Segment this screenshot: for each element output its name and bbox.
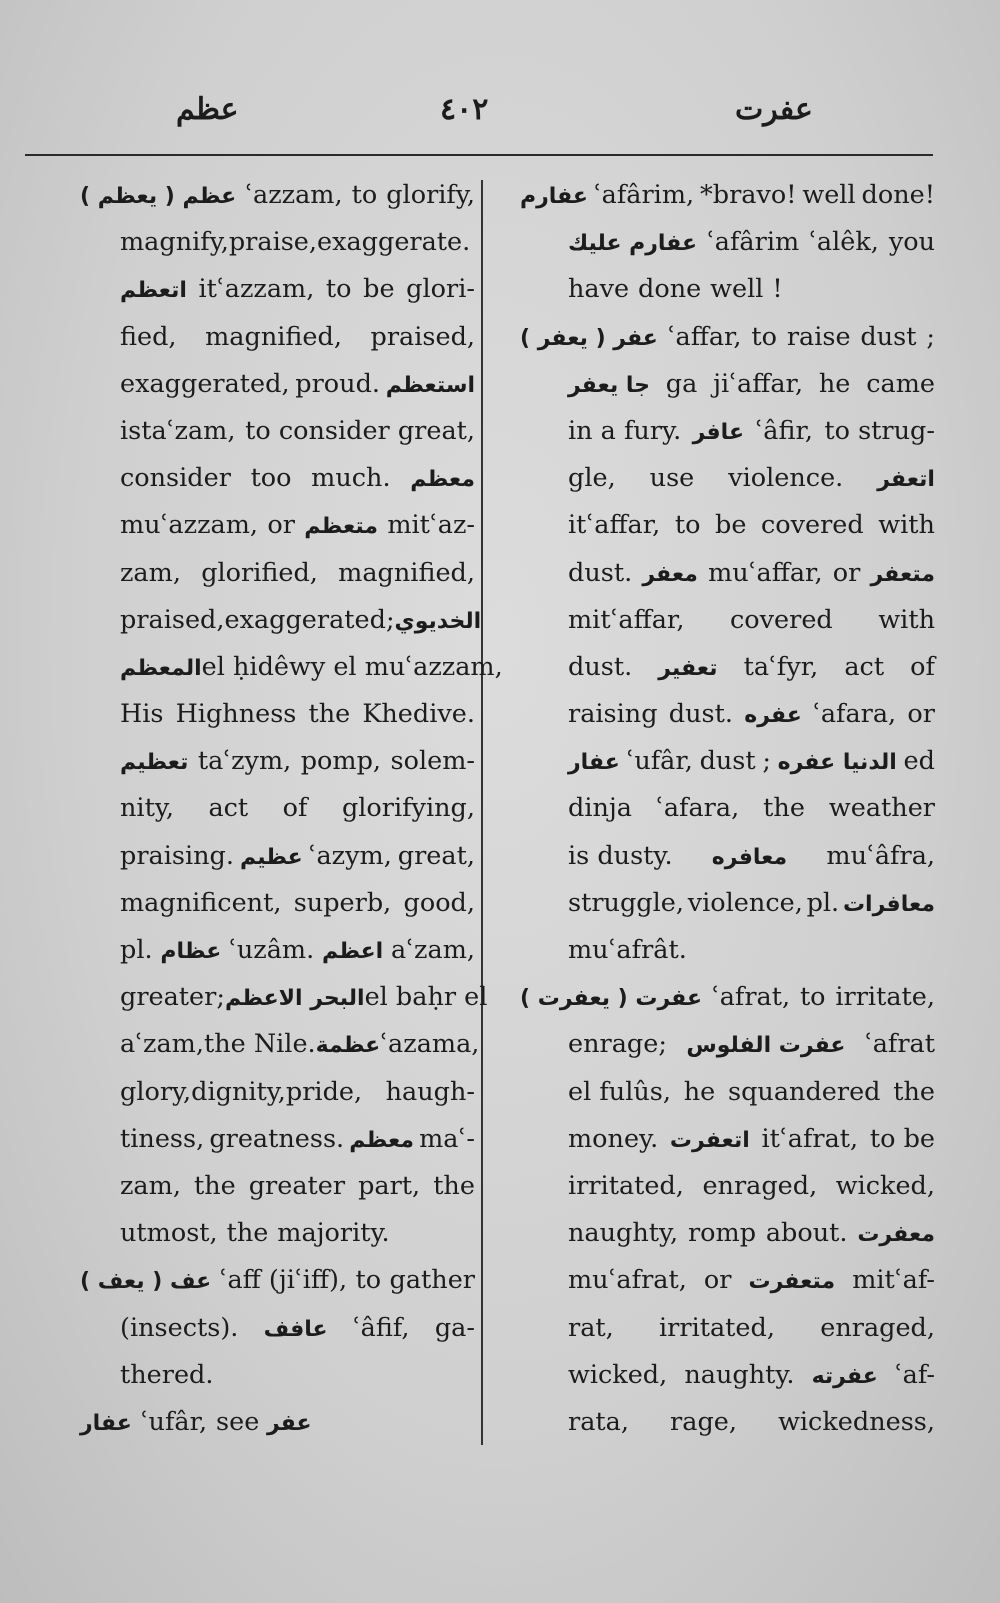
word: to: [325, 274, 352, 305]
word: part,: [358, 1170, 421, 1201]
word: استعظم: [385, 372, 475, 398]
word: ʿafârim: [706, 227, 800, 258]
word: ʿâfir,: [755, 415, 813, 446]
word: well: [710, 274, 764, 305]
word: magnified,: [205, 321, 342, 352]
word: money.: [568, 1123, 659, 1154]
text-line: [80, 550, 475, 597]
word: he: [818, 368, 851, 399]
word: well: [802, 180, 856, 210]
text-line: [80, 1352, 475, 1399]
word: muʿafrat,: [568, 1265, 687, 1296]
word: gather: [389, 1265, 475, 1296]
text-line: [520, 691, 935, 738]
word: mitʿaffar,: [568, 604, 685, 635]
word: عظيم: [239, 844, 303, 870]
word: Khedive.: [362, 699, 475, 730]
text-line: [80, 1305, 475, 1352]
word: to strug-: [824, 415, 935, 446]
word: raising: [568, 699, 658, 730]
text-line: [520, 550, 935, 597]
word: or: [267, 510, 295, 541]
word: greatness.: [209, 1123, 345, 1154]
word: act: [208, 793, 249, 824]
text-line: [520, 502, 935, 549]
word: nity,: [120, 793, 174, 824]
word: solem-: [390, 746, 475, 777]
word: covered: [760, 510, 864, 541]
word: ʿazzam,: [245, 180, 343, 210]
word: the: [308, 699, 351, 730]
text-line: [80, 219, 475, 266]
text-line: [520, 880, 935, 927]
word: تعفير: [658, 655, 718, 681]
text-line: [80, 644, 503, 691]
column-divider: [481, 180, 483, 1445]
word: utmost,: [120, 1218, 218, 1249]
word: to: [674, 510, 701, 541]
word: struggle,: [568, 887, 684, 918]
word: praised,exaggerated;: [120, 604, 395, 635]
word: taʿfyr,: [743, 651, 819, 682]
word: عف ( يعف ): [80, 1269, 212, 1295]
text-line: [80, 1257, 475, 1304]
text-line: [520, 314, 935, 361]
word: to: [799, 982, 826, 1013]
word: عفر ( يعفر ): [520, 325, 658, 351]
word: naughty.: [684, 1359, 795, 1390]
word: be: [715, 510, 747, 541]
word: عفرت ( يعفرت ): [520, 986, 703, 1012]
word: el fulûs,: [568, 1076, 671, 1107]
word: ed: [903, 746, 935, 777]
text-line: [80, 502, 475, 549]
word: معظم: [349, 1127, 415, 1153]
text-line: [80, 880, 475, 927]
word: wickedness,: [778, 1406, 935, 1437]
word: dust: [860, 321, 917, 352]
text-line: [80, 597, 482, 644]
word: عفارم: [520, 184, 588, 209]
word: the: [433, 1170, 475, 1201]
text-line: [80, 1399, 475, 1446]
word: majority.: [277, 1218, 390, 1249]
text-line: [80, 833, 475, 880]
word: came: [866, 368, 935, 399]
word: (insects).: [120, 1312, 239, 1343]
word: ʿazym,: [308, 840, 392, 871]
word: haugh-: [385, 1076, 475, 1107]
word: weather: [828, 793, 935, 824]
word: ga-: [434, 1312, 475, 1343]
word: rat,: [568, 1312, 614, 1343]
word: much.: [311, 463, 391, 494]
word: rage,: [670, 1406, 737, 1437]
word: glori-: [406, 274, 475, 305]
word: ʿufâr,: [140, 1406, 208, 1437]
word: praised,: [370, 321, 475, 352]
word: عظام: [160, 939, 222, 964]
word: متعظم: [304, 514, 378, 540]
word: fied,: [120, 321, 177, 352]
word: taʿzym,: [197, 746, 292, 777]
word: عفره: [744, 703, 802, 729]
word: good,: [403, 887, 475, 918]
word: عفار: [568, 750, 620, 776]
word: mitʿaf-: [852, 1265, 935, 1296]
header-rule: [25, 154, 933, 156]
word: superb,: [293, 887, 392, 918]
word: the: [226, 1218, 269, 1249]
text-line: [80, 927, 475, 974]
text-line: [520, 738, 935, 785]
word: istaʿzam,: [120, 415, 236, 446]
word: or: [832, 557, 861, 588]
word: itʿaffar,: [568, 510, 661, 541]
text-line: [80, 1069, 475, 1116]
word: Highness: [175, 699, 297, 730]
word: ʿaf-: [894, 1359, 935, 1390]
word: enraged,: [820, 1312, 935, 1343]
word: معفر: [642, 561, 698, 587]
word: with: [878, 510, 935, 541]
word: the: [763, 793, 805, 824]
word: irritate,: [835, 982, 935, 1013]
word: ʿaff (jiʿiff),: [219, 1265, 348, 1296]
word: !: [772, 274, 783, 305]
word: glorify,: [386, 180, 475, 210]
word: proud.: [295, 368, 381, 399]
word: naughty,: [568, 1218, 679, 1249]
word: thered.: [120, 1359, 214, 1390]
text-line: [80, 1021, 480, 1068]
word: about.: [765, 1218, 848, 1249]
word: ʿâfif,: [352, 1312, 410, 1343]
word: squandered: [728, 1076, 881, 1107]
word: mitʿaz-: [387, 510, 475, 541]
text-line: [520, 1210, 935, 1257]
word: عافر: [692, 419, 744, 445]
word: be: [363, 274, 395, 305]
word: *bravo!: [700, 180, 797, 210]
text-line: [80, 1163, 475, 1210]
word: عظمة: [315, 1033, 381, 1059]
word: act: [844, 651, 885, 682]
word: wicked,: [835, 1170, 935, 1201]
right-column: [520, 172, 935, 1446]
word: ʿaffar,: [667, 321, 742, 352]
word: glory,dignity,pride,: [120, 1076, 363, 1107]
text-line: [80, 361, 475, 408]
text-line: [520, 1399, 935, 1446]
word: have: [568, 274, 630, 305]
word: muʿaffar,: [708, 557, 823, 588]
word: ;: [762, 746, 771, 777]
text-line: [520, 833, 935, 880]
word: greater;: [120, 982, 225, 1013]
text-line: [520, 974, 935, 1021]
word: ʿafârim,: [593, 180, 695, 210]
word: عفار: [80, 1410, 132, 1436]
word: glorified,: [201, 557, 318, 588]
word: pl.: [806, 887, 840, 918]
word: ʿufâr,: [626, 746, 693, 777]
header-right-guideword: عفرت: [735, 92, 813, 127]
text-line: [520, 597, 935, 644]
word: to: [355, 1265, 382, 1296]
word: عفارم عليك: [568, 231, 698, 257]
word: enraged,: [702, 1170, 818, 1201]
text-line: [520, 1163, 935, 1210]
word: معظم: [410, 467, 475, 493]
word: the Nile.: [203, 1029, 316, 1060]
word: عفرته: [811, 1363, 878, 1389]
word: dust: [699, 746, 756, 777]
word: pl.: [120, 935, 153, 965]
text-line: [520, 1352, 935, 1399]
word: to: [751, 321, 777, 352]
word: too: [250, 463, 292, 494]
word: معافرات: [842, 891, 935, 917]
word: muʿafrât.: [568, 935, 687, 965]
word: ;: [926, 321, 935, 352]
word: الدنيا عفره: [777, 750, 897, 776]
text-line: [520, 408, 935, 455]
word: zam,: [120, 1170, 181, 1201]
word: or: [703, 1265, 732, 1296]
word: irritated,: [568, 1170, 684, 1201]
word: to consider great,: [245, 415, 475, 446]
word: rata,: [568, 1406, 629, 1437]
text-line: [80, 738, 475, 785]
word: dust.: [568, 651, 633, 682]
word: عفرت الفلوس: [686, 1033, 846, 1059]
word: ʿafrat: [864, 1029, 935, 1060]
word: تعظيم: [120, 750, 189, 776]
left-column: [80, 172, 503, 1446]
word: معفرت: [857, 1222, 935, 1248]
word: معافره: [711, 844, 788, 870]
word: wicked,: [568, 1359, 668, 1390]
word: glorifying,: [341, 793, 475, 824]
word: ga: [665, 368, 698, 399]
word: pomp,: [300, 746, 382, 777]
word: to be: [869, 1123, 935, 1154]
text-line: [80, 785, 475, 832]
text-line: [520, 785, 935, 832]
text-line: [80, 408, 475, 455]
word: see: [216, 1406, 260, 1437]
word: ʿalêk,: [809, 227, 879, 258]
word: اتعفر: [877, 467, 935, 493]
word: you: [888, 227, 935, 258]
word: use: [649, 463, 695, 494]
word: praising.: [120, 840, 234, 871]
text-line: [520, 1257, 935, 1304]
word: maʿ-: [419, 1123, 475, 1154]
text-line: [520, 266, 935, 313]
word: tiness,: [120, 1123, 205, 1154]
word: jiʿaffar,: [713, 368, 804, 399]
word: ʿazama,: [380, 1029, 480, 1060]
word: with: [878, 604, 935, 635]
word: dinja: [568, 793, 633, 824]
text-line: [520, 361, 935, 408]
word: ʿuzâm.: [229, 935, 315, 965]
word: done: [638, 274, 702, 305]
word: zam,: [120, 557, 181, 588]
text-line: [80, 266, 475, 313]
word: عظم ( يعظم ): [80, 184, 237, 209]
word: عافف: [263, 1316, 328, 1342]
word: itʿafrat,: [761, 1123, 859, 1154]
text-line: [80, 691, 475, 738]
word: is dusty.: [568, 840, 673, 871]
word: itʿazzam,: [198, 274, 315, 305]
page-number: ٤٠٢: [440, 92, 489, 127]
word: ʿafara,: [812, 699, 897, 730]
word: اتعفرت: [669, 1127, 750, 1153]
word: muʿâfra,: [826, 840, 935, 871]
word: dust.: [668, 699, 733, 730]
word: el ḥidêwy el muʿazzam,: [201, 651, 503, 682]
text-line: [80, 1116, 475, 1163]
text-line: [80, 455, 475, 502]
header-left-guideword: عظم: [176, 92, 239, 127]
word: el baḥr el: [364, 982, 488, 1013]
word: covered: [730, 604, 833, 635]
word: to: [351, 180, 378, 210]
word: done!: [861, 180, 935, 210]
word: aʿzam,: [120, 1029, 204, 1060]
word: of: [282, 793, 308, 824]
text-line: [520, 455, 935, 502]
word: in a fury.: [568, 415, 682, 446]
word: magnificent,: [120, 887, 282, 918]
word: magnify,praise,exaggerate.: [120, 227, 471, 258]
word: اعظم: [321, 939, 384, 964]
text-line: [520, 1021, 935, 1068]
text-line: [520, 1305, 935, 1352]
text-line: [80, 974, 488, 1021]
running-header: [0, 92, 1000, 132]
text-line: [520, 172, 935, 219]
word: His: [120, 699, 164, 730]
text-line: [520, 1069, 935, 1116]
word: dust.: [568, 557, 633, 588]
word: البحر الاعظم: [224, 986, 365, 1012]
word: he: [683, 1076, 716, 1107]
text-line: [80, 314, 475, 361]
word: muʿazzam,: [120, 510, 258, 541]
text-line: [80, 172, 475, 219]
word: magnified,: [338, 557, 475, 588]
word: or: [907, 699, 935, 730]
text-line: [520, 219, 935, 266]
word: عفر: [267, 1410, 312, 1436]
word: ʿafara,: [656, 793, 740, 824]
word: great,: [397, 840, 475, 871]
word: اتعظم: [120, 278, 187, 304]
word: جا يعفر: [568, 372, 650, 398]
word: enrage;: [568, 1029, 667, 1060]
word: exaggerated,: [120, 368, 290, 399]
text-line: [80, 1210, 475, 1257]
text-line: [520, 1116, 935, 1163]
word: aʿzam,: [391, 935, 475, 965]
text-line: [520, 644, 935, 691]
word: violence.: [728, 463, 844, 494]
word: raise: [786, 321, 851, 352]
word: romp: [687, 1218, 757, 1249]
word: consider: [120, 463, 231, 494]
word: violence,: [687, 887, 803, 918]
word: irritated,: [659, 1312, 775, 1343]
word: الخديوي: [394, 608, 482, 634]
word: متعفرت: [748, 1269, 836, 1295]
word: the: [893, 1076, 935, 1107]
word: of: [910, 651, 935, 682]
word: متعفر: [870, 561, 935, 587]
word: gle,: [568, 463, 616, 494]
word: the: [193, 1170, 236, 1201]
text-line: [520, 927, 935, 974]
word: المعظم: [120, 655, 202, 681]
word: ʿafrat,: [711, 982, 791, 1013]
word: greater: [248, 1170, 346, 1201]
